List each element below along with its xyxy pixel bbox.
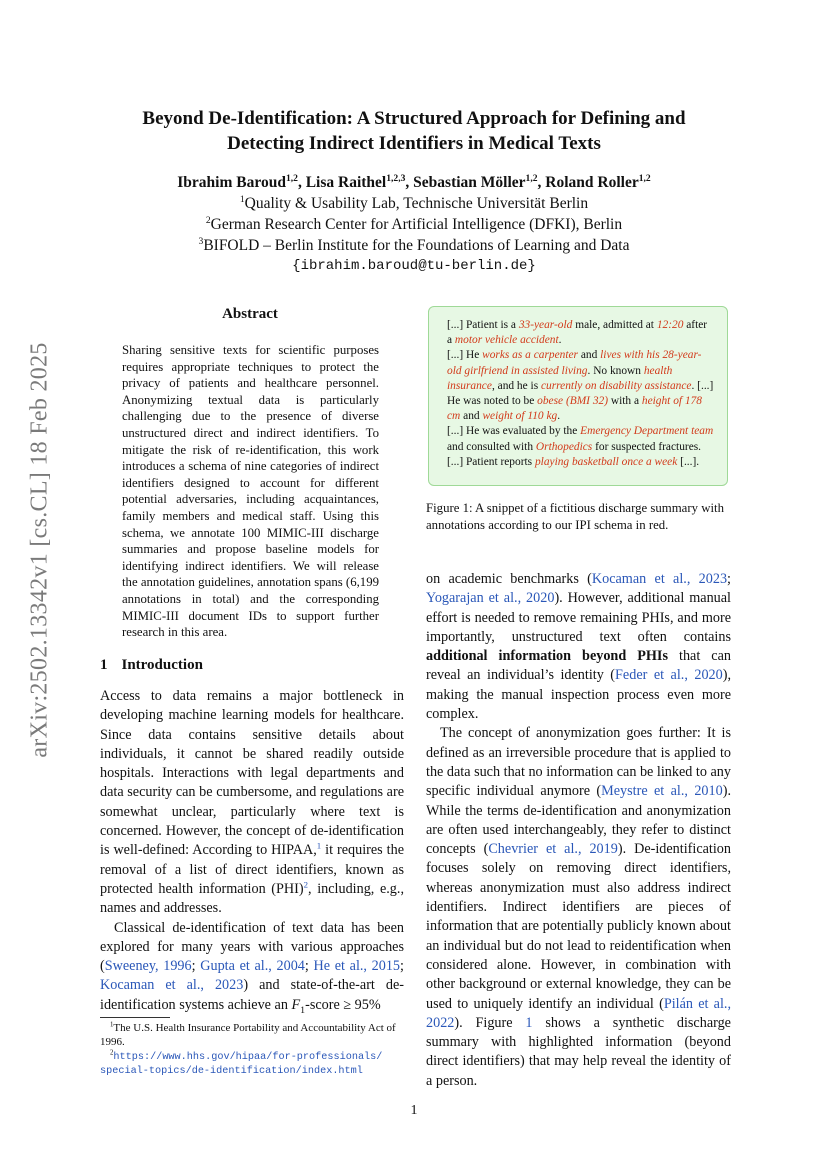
citation-link[interactable]: Sweeney, 1996 bbox=[104, 958, 192, 975]
ipi-highlight: weight of 110 kg bbox=[482, 410, 558, 423]
ipi-highlight: obese (BMI 32) bbox=[537, 395, 609, 408]
affiliation-3: $^3$BIFOLD – Berlin Institute for the Foundations of Learning and Data bbox=[198, 235, 630, 254]
section-number: 1 bbox=[100, 657, 108, 673]
affiliation-1: $^1$Quality & Usability Lab, Technische Universität Berlin bbox=[239, 193, 589, 212]
footnote-2: $^2$https://www.hhs.gov/hipaa/for-professionals/ bbox=[110, 1049, 383, 1063]
footnote-divider bbox=[100, 1017, 170, 1018]
footnote-url-continued[interactable]: special-topics/de-identification/index.html bbox=[100, 1066, 363, 1077]
paragraph: Classical de-identification of text data has been explored for many years with various approaches (Sweeney, 1996; Gupta et al., 2004; He et al., 2015; Kocaman et al., 2023) and state-of-the-art de-identification systems achieve an $F_1$-score ≥ 95% bbox=[100, 919, 404, 1016]
footnote-ref-1[interactable]: 1 bbox=[316, 840, 322, 851]
abstract-text: Sharing sensitive texts for scientific purposes requires appropriate techniques to protect the privacy of patients and healthcare personnel. Anonymizing textual data is particularly challenging due to the presence of diverse unstructured direct and indirect identifiers. To mitigate the risk of re-identification, this work introduces a schema of nine categories of indirect identifiers designed to account for different potential adversaries, including acquaintances, family members and medical staff. Using this schema, we annotate 100 MIMIC-III discharge summaries and propose baseline models for identifying indirect identifiers. We will release the annotation guidelines, annotation spans (6,199 annotations in total) and the corresponding MIMIC-III document IDs to support further research in this area. bbox=[122, 343, 379, 640]
citation-link[interactable]: Kocaman et al., 2023 bbox=[591, 571, 728, 587]
abstract-heading: Abstract bbox=[222, 306, 278, 322]
page-number: 1 bbox=[410, 1103, 418, 1118]
author-names: Ibrahim Baroud$^{1,2}$, Lisa Raithel$^{1,2,3}$, Sebastian Möller$^{1,2}$, Roland Roller$^{1,2}$ bbox=[177, 172, 651, 191]
figure-1-discharge-snippet bbox=[428, 306, 728, 486]
author-name: Ibrahim Baroud bbox=[177, 174, 286, 191]
ipi-highlight: lives with his 28-year-old girlfriend in assisted living bbox=[447, 349, 702, 377]
ipi-highlight: playing basketball once a week bbox=[534, 455, 678, 468]
citation-link[interactable]: Chevrier et al., 2019 bbox=[488, 841, 618, 858]
citation-link[interactable]: Meystre et al., 2010 bbox=[601, 783, 723, 800]
title-line-2: Detecting Indirect Identifiers in Medical Texts bbox=[227, 133, 601, 154]
ipi-highlight: currently on disability assistance bbox=[540, 379, 692, 392]
figure-line: [...] Patient is a 33-year-old male, admitted at 12:20 after a motor vehicle accident. bbox=[447, 319, 708, 347]
author-name: Roland Roller bbox=[545, 174, 639, 191]
title-line-1: Beyond De-Identification: A Structured Approach for Defining and bbox=[142, 108, 686, 129]
left-column-body bbox=[100, 687, 404, 1020]
right-column-body bbox=[426, 570, 731, 1091]
figure-ref-link[interactable]: 1 bbox=[525, 1014, 533, 1031]
ipi-highlight: height of 178 cm bbox=[447, 395, 702, 423]
citation-link[interactable]: Pilán et al., 2022 bbox=[426, 995, 731, 1031]
author-affil-sup: 1,2 bbox=[638, 172, 651, 184]
author-affil-sup: 1,2 bbox=[285, 172, 298, 184]
citation-link[interactable]: He et al., 2015 bbox=[313, 958, 401, 975]
figure-line: [...] He was evaluated by the Emergency Department team and consulted with Orthopedics for suspected fractures. [...] Patient reports playing basketball once a week [...]. bbox=[447, 425, 714, 468]
ipi-highlight: works as a carpenter bbox=[482, 349, 578, 362]
emphasis-text: additional information beyond PHIs bbox=[426, 648, 668, 665]
footnotes bbox=[100, 1021, 404, 1079]
ipi-highlight: Emergency Department team bbox=[580, 425, 714, 438]
citation-link[interactable]: Feder et al., 2020 bbox=[615, 667, 723, 684]
figure-line: [...] He works as a carpenter and lives with his 28-year-old girlfriend in assisted living. No known health insurance, and he is currently on disability assistance. [...] He was noted to be obese (BMI 32) with a height of 178 cm and weight of 110 kg. bbox=[447, 349, 714, 423]
footnote-url[interactable]: https://www.hhs.gov/hipaa/for-professionals/ bbox=[113, 1052, 383, 1063]
ipi-highlight: 33-year-old bbox=[518, 319, 573, 331]
author-affil-sup: 1,2,3 bbox=[386, 172, 406, 184]
paper-title bbox=[60, 106, 768, 156]
author-affil-sup: 1,2 bbox=[525, 172, 538, 184]
affiliation-2: $^2$German Research Center for Artificial Intelligence (DFKI), Berlin bbox=[205, 214, 623, 233]
citation-link[interactable]: Kocaman et al., 2023 bbox=[100, 977, 244, 994]
author-email[interactable]: {ibrahim.baroud@tu-berlin.de} bbox=[292, 258, 536, 274]
citation-link[interactable]: Gupta et al., 2004 bbox=[200, 958, 305, 975]
figure-1-caption: Figure 1: A snippet of a fictitious discharge summary with annotations according to our IPI schema in red. bbox=[426, 501, 724, 532]
ipi-highlight: 12:20 bbox=[656, 319, 684, 331]
author-block bbox=[60, 172, 768, 277]
ipi-highlight: motor vehicle accident bbox=[454, 334, 559, 347]
footnote-ref-2[interactable]: 2 bbox=[303, 879, 309, 890]
author-name: Sebastian Möller bbox=[413, 174, 526, 191]
arxiv-sidebar-stamp: arXiv:2502.13342v1 [cs.CL] 18 Feb 2025 bbox=[26, 342, 53, 758]
paragraph: on academic benchmarks (Kocaman et al., 2023; Yogarajan et al., 2020). However, additional manual effort is needed to remove remaining PHIs, and more importantly, unstructured text often contains additional information beyond PHIs that can reveal an individual’s identity (Feder et al., 2020), making the manual inspection process even more complex. bbox=[426, 571, 732, 723]
footnote-1: $^1$The U.S. Health Insurance Portability and Accountability Act of 1996. bbox=[100, 1021, 396, 1048]
figure-1-text bbox=[447, 318, 714, 470]
section-heading-introduction bbox=[100, 657, 203, 674]
paragraph: Access to data remains a major bottleneck in developing machine learning models for healthcare. Since data contains sensitive details about individuals, it cannot be shared readily outside hospitals. Interactions with legal departments and data security can be cumbersome, and regulations are somewhat unclear, particularly where text is concerned. However, the concept of de-identification is well-defined: According to HIPAA,$^1$ it requires the removal of a list of direct identifiers, known as protected health information (PHI)$^2$, including, e.g., names and addresses. bbox=[100, 688, 404, 917]
section-title: Introduction bbox=[121, 657, 203, 673]
author-name: Lisa Raithel bbox=[305, 174, 387, 191]
ipi-highlight: health insurance bbox=[447, 364, 673, 392]
citation-link[interactable]: Yogarajan et al., 2020 bbox=[426, 590, 555, 607]
ipi-highlight: Orthopedics bbox=[535, 440, 593, 453]
paragraph: The concept of anonymization goes further: It is defined as an irreversible procedure that is applied to the data such that no information can be linked to any specific individual anymore (Meystre et al., 2010). While the terms de-identification and anonymization are often used interchangeably, they refer to distinct concepts (Chevrier et al., 2019). De-identification focuses solely on removing direct identifiers, whereas anonymization must also address indirect identifiers. Indirect identifiers are pieces of information that are potentially publicly known about an individual but do not lead to reidentification when considered alone. However, in combination with other background or external knowledge, they can be used to uniquely identify an individual (Pilán et al., 2022). Figure 1 shows a synthetic discharge summary with highlighted information (beyond direct identifiers) that may help reveal the identity of a person. bbox=[426, 725, 731, 1089]
